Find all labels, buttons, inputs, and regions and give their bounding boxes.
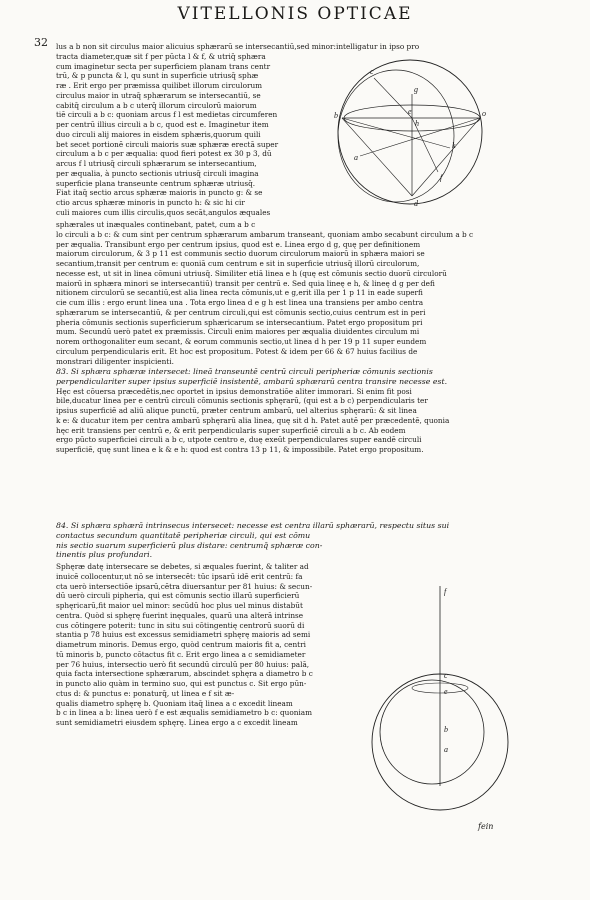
text-line: cta uerò intersectiōe ipsarū,cētra diuersantur per 81 huius: & secun- — [56, 581, 313, 591]
label-b-bottom: b — [444, 725, 448, 734]
label-d: d — [414, 199, 418, 208]
sphere-small — [380, 680, 484, 784]
catchword: fein — [478, 822, 494, 831]
text-line: superficiē, quę sunt linea e k & e h: quod est contra 13 p 11, & impossibile. Patet ergo propositum. — [56, 445, 424, 454]
label-a-bottom: a — [444, 745, 448, 754]
label-k: k — [452, 141, 456, 150]
text-line: circulus maior in utraq̄ sphærarum se intersecantiū, se — [56, 90, 261, 100]
running-head: VITELLONIS OPTICAE — [177, 4, 413, 24]
text-block-full — [56, 220, 498, 366]
text-line: tū minoris b, puncto cōtactus fit c. Erit ergo linea a c semidiameter — [56, 649, 306, 659]
text-line: cus cōtingere poterit: tunc in situ sui cōtingentię centrorū suorū di — [56, 620, 305, 630]
line-c-e — [374, 78, 412, 118]
text-line: ræ . Erit ergo per præmissa quilibet illorum circulorum — [56, 81, 263, 90]
line-b-k — [342, 118, 450, 148]
text-line: sphærarum se intersecantiū, & per centrum circuli,qui est cōmunis sectio,cuius centrum est in peri — [56, 307, 426, 317]
text-line: norem orthogonaliter eum secant, & eorum communis sectio,ut linea d h per 19 p 11 super eundem — [56, 337, 427, 346]
text-line: per æqualia. Transibunt ergo per centrum ipsius, quod est e. Linea ergo d g, quę per definitionem — [56, 239, 421, 249]
label-h: h — [415, 119, 419, 128]
line-b-d — [342, 118, 412, 196]
text-line: Hęc est cōuersa præcedētis,nec oportet in ipsius demonstratiōe aliter immorari. Si enim fit posi — [56, 386, 412, 396]
text-line: secantium,transit per centrum e: quoniā cum centrum e sit in superficie utriusq̄ illorū circulorum, — [56, 259, 420, 268]
text-line: arcus f l utriusq̄ circuli sphærarum se intersecantium, — [56, 159, 257, 168]
text-line: tracta diameter,quæ sit f per pūcta l & f, & utriq̄ sphæra — [56, 51, 266, 61]
text-line: cum imaginetur secta per superficiem planam trans centr — [56, 61, 271, 71]
prop83-heading: 83. Si sphæra sphæræ intersecet: lineā transeuntē centrū circuli peripheriæ cōmunis sectionis — [56, 367, 433, 376]
text-line: ctus d: & punctus e: ponaturq̄, ut linea e f sit æ- — [56, 688, 235, 698]
page-number: 32 — [34, 36, 48, 49]
prop84-heading-4: tinentis plus profundari. — [56, 550, 153, 560]
label-c-bottom: c — [444, 671, 448, 680]
label-o: o — [482, 109, 486, 118]
text-line: sphærales ut inæquales continebant, patet, cum a b c — [56, 220, 256, 229]
sphere-circle-inner-left — [338, 70, 454, 202]
text-line: qualis diametro sphęrę b. Quoniam itaq̄ linea a c excedit lineam — [56, 698, 293, 708]
proposition-84-body — [56, 562, 374, 728]
figure-intersecting-spheres-top — [320, 56, 500, 224]
label-f: f — [440, 173, 443, 182]
line-a-o — [360, 118, 480, 156]
text-line: inuicē collocentur,ut nō se intersecēt: tūc ipsarū idē erit centrū: fa — [56, 571, 303, 581]
proposition-83 — [56, 367, 498, 455]
text-line: nitionem circulorū se secantiū,est alia linea recta cōmunis,ut e g,erit illa per 1 p 11 in eade superfi — [56, 288, 423, 298]
text-line: sunt semidiametri eiusdem sphęrę. Linea ergo a c excedit lineam — [56, 718, 298, 727]
prop84-heading: 84. Si sphæra sphærā intrinsecus intersecet: necesse est centra illarū sphærarū, respectu situs sui — [56, 521, 450, 530]
text-line: dū uerò circuli pipheria, qui est cōmunis sectio illarū superficierū — [56, 591, 300, 601]
text-line: Sphęræ datę intersecare se debetes, si æquales fuerint, & taliter ad — [56, 562, 309, 571]
text-line: per 76 huius, intersectio uerò fit secundū circulū per 80 huius: palā, — [56, 659, 310, 669]
label-g: g — [414, 85, 418, 94]
text-line: trū, & p puncta & l, qu sunt in superficie utriusq̄ sphæ — [56, 71, 259, 81]
label-c: c — [370, 67, 374, 76]
text-line: superficie plana transeunte centrum sphæræ utriusq̄. — [56, 178, 256, 188]
label-e-bottom: e — [444, 687, 448, 696]
text-line: ipsius superficiē ad aliū alique punctū, præter centrum ambarū, uel alterius sphęrarū: & sit linea — [56, 406, 417, 415]
text-block-top — [56, 42, 420, 218]
text-line: culi maiores cum illis circulis,quos secāt,angulos æquales — [56, 207, 271, 217]
text-line: centra. Quòd si sphęrę fuerint inęquales, quarū una alterā intrinse — [56, 610, 304, 620]
text-line: per æqualia, à puncto sectionis utriusq̄ circuli imagina — [56, 168, 259, 178]
figure-intersecting-spheres-bottom — [380, 582, 540, 830]
text-line: b c in linea a b: linea uerò f e est æqualis semidiametro b c: quoniam — [56, 708, 313, 718]
text-line: mum. Secundū uerò patet ex præmissis. Circuli enim maiores per æqualia diuidentes circulum mi — [56, 327, 420, 337]
prop84-heading-3: nis sectio suarum superficierū plus distare: centrumq̄ sphæræ con- — [56, 540, 323, 550]
label-b: b — [334, 111, 338, 120]
text-line: maiorum circulorum, & 3 p 11 est communis sectio duorum circulorum maiorū in sphæra maiori se — [56, 249, 425, 259]
text-line: bet secet portionē circuli maioris suæ sphæræ erectā super — [56, 139, 279, 149]
text-line: monstrari diligenter inspicienti. — [56, 356, 174, 366]
sphere-circle-large — [338, 60, 482, 204]
text-line: per centrū illius circuli a b c, quod est e. Imaginetur item — [56, 120, 269, 129]
text-line: lus a b non sit circulus maior alicuius sphærarū se intersecantiū,sed minor:intelligatur in ipso pro — [56, 42, 420, 51]
text-line: pheria cōmunis sectionis superficierum sphæricarum se intersecantium. Patet ergo propositum pri — [56, 317, 423, 327]
prop84-heading-2: contactus secundum quantitatē peripheriæ circuli, qui est cōmu — [56, 530, 311, 540]
text-line: hęc erit transiens per centrū e, & erit perpendicularis super superficiē circuli a b c. Ab eodem — [56, 425, 406, 435]
text-line: lo circuli a b c: & cum sint per centrum sphærarum ambarum transeant, quoniam ambo secabunt circulum a b c — [56, 229, 474, 239]
text-line: sphęricarū,fit maior uel minor: secūdū hoc plus uel minus distabūt — [56, 601, 303, 610]
text-line: ergo pūcto superficiei circuli a b c, utpote centro e, duę exeūt perpendiculares super eandē circuli — [56, 435, 422, 445]
text-line: cie cum illis : ergo erunt linea una . Tota ergo linea d e g h est linea una transiens per ambo centra — [56, 298, 424, 307]
text-line: bile,ducatur linea per e centrū circuli cōmunis sectionis sphęrarū, (qui est a b c) perpendicularis ter — [56, 396, 428, 406]
label-f-bottom: f — [444, 587, 447, 596]
text-line: quia facta intersectione sphærarum, abscindet sphęra a diametro b c — [56, 669, 313, 679]
text-line: circulum perpendicularis erit. Et hoc est propositum. Potest & idem per 66 & 67 huius facilius de — [56, 346, 418, 356]
text-line: duo circuli alij maiores in eisdem sphæris,quorum quili — [56, 129, 261, 139]
text-line: in puncto alio quàm in termino suo, qui est punctus c. Sit ergo pūn- — [56, 679, 307, 688]
text-line: stantia p 78 huius est excessus semidiametri sphęrę maioris ad semi — [56, 630, 311, 640]
text-line: necesse est, ut sit in linea cōmuni utriusq̄. Similiter etiā linea e h (quę est cōmunis sectio duorū circulorū — [56, 268, 447, 278]
label-a: a — [354, 153, 358, 162]
line-o-d — [412, 118, 480, 196]
text-line: cabitq̄ circulum a b c uterq̄ illorum circulorū maiorum — [56, 100, 257, 110]
text-line: tiē circuli a b c: quoniam arcus f l est medietas circumferen — [56, 110, 278, 120]
text-line: diametrum minoris. Demus ergo, quòd centrum maioris fit a, centri — [56, 640, 306, 649]
proposition-84-heading — [56, 521, 498, 560]
text-line: ctio arcus sphæræ minoris in puncto h: & sic hi cir — [56, 198, 245, 207]
text-line: circulum a b c per æqualia: quod fieri potest ex 30 p 3, dū — [56, 149, 272, 159]
text-line: k e: & ducatur item per centra ambarū sphęrarū alia linea, quę sit d h. Patet autē per præcedentē, quonia — [56, 415, 450, 425]
text-line: maiorū in sphæra minori se intersecantiū) transit per centrū e. Sed quia lineę e h, & lineę d g per defi — [56, 278, 435, 288]
text-line: Fiat itaq̄ sectio arcus sphæræ maioris in puncto g: & se — [56, 188, 263, 198]
prop83-heading-2: perpendiculariter super ipsius superficiē insistentē, ambarū sphærarū centra transire necesse est. — [56, 376, 448, 386]
label-e: e — [408, 107, 412, 116]
